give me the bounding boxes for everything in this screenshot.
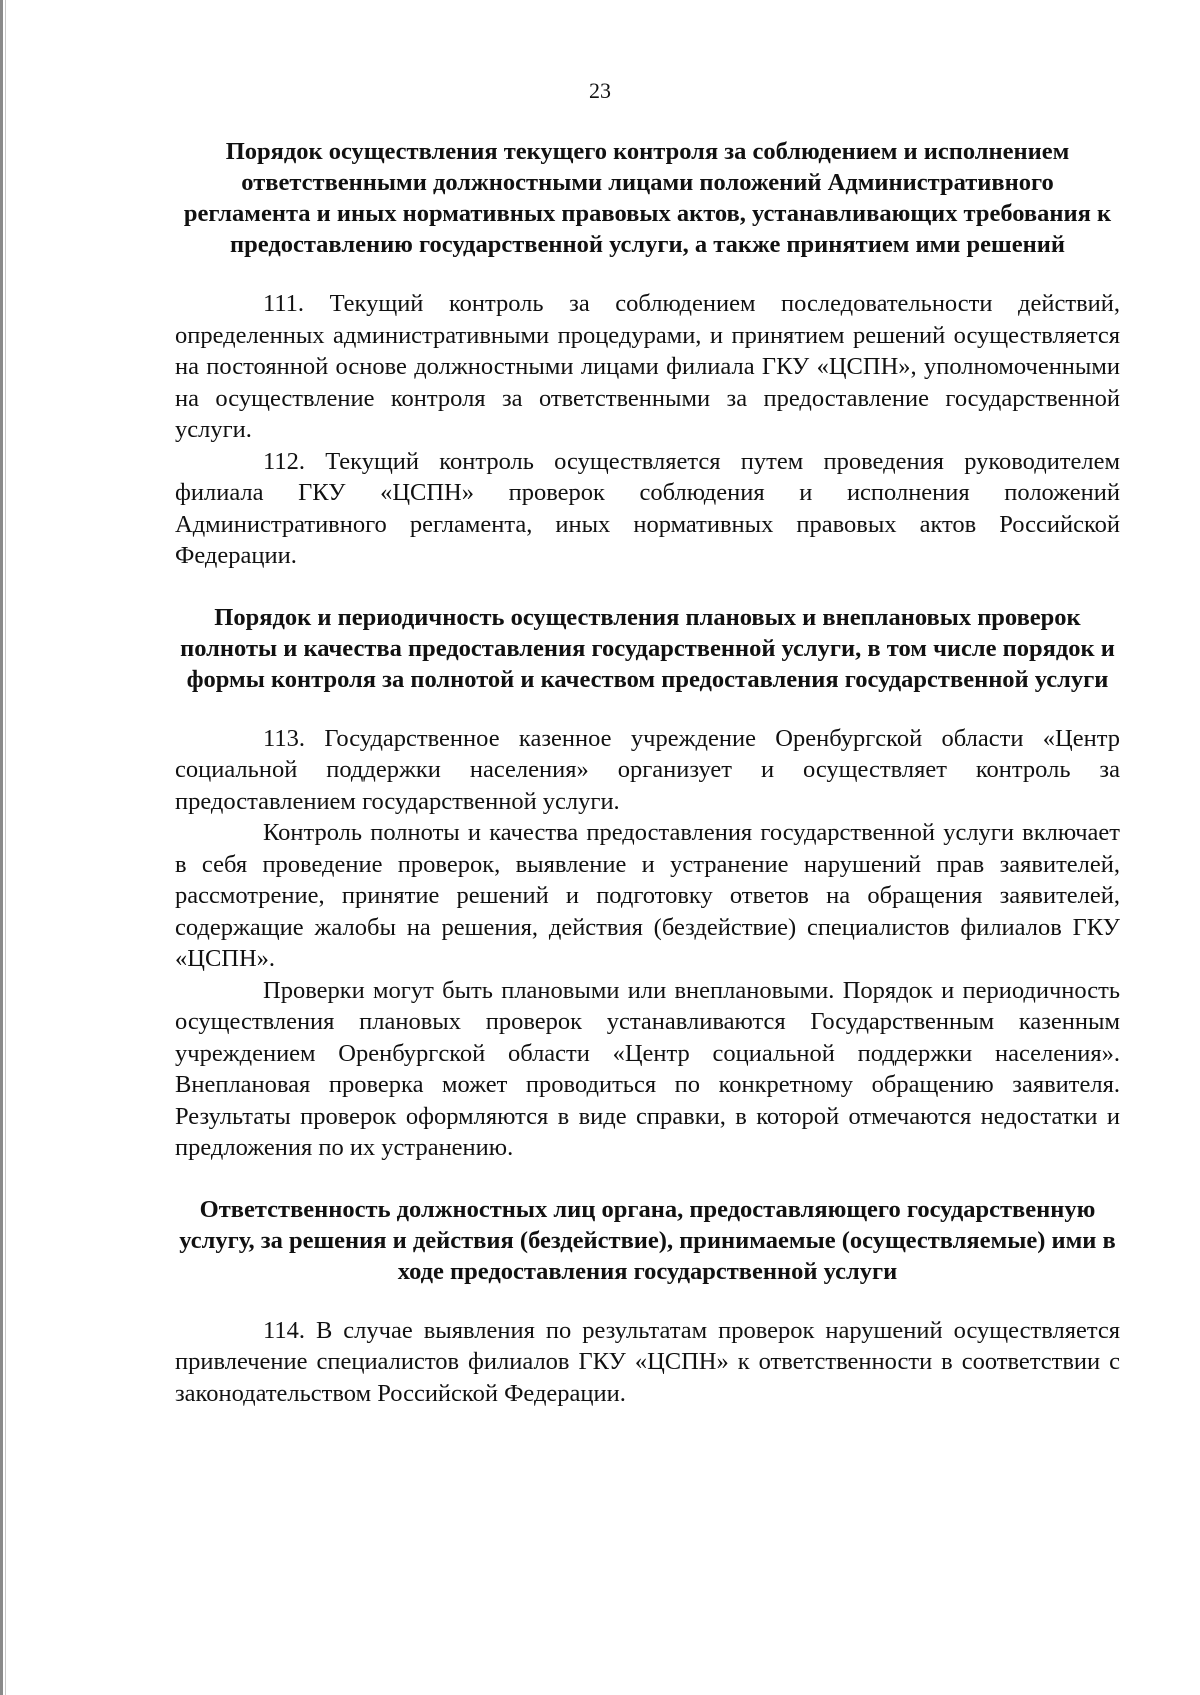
document-body xyxy=(175,136,1120,1409)
scan-page-edge-line xyxy=(5,0,6,1695)
paragraph-113: 113. Государственное казенное учреждение Оренбургской области «Центр социальной поддержки населения» организует и осуществляет контроль за предоставлением государственной услуги. xyxy=(175,724,1120,815)
page-number: 23 xyxy=(589,78,611,103)
paragraph-112: 112. Текущий контроль осуществляется путем проведения руководителем филиала ГКУ «ЦСПН» проверок соблюдения и исполнения положений Административного регламента, иных нормативных правовых актов Российской Федерации. xyxy=(175,447,1120,569)
paragraph-control-scope: Контроль полноты и качества предоставления государственной услуги включает в себя проведение проверок, выявление и устранение нарушений прав заявителей, рассмотрение, принятие решений и подготовку ответов на обращения заявителей, содержащие жалобы на решения, действия (бездействие) специалистов филиалов ГКУ «ЦСПН». xyxy=(175,819,1120,972)
spacer xyxy=(175,1287,1120,1315)
spacer xyxy=(175,572,1120,602)
section-title-responsibility: Ответственность должностных лиц органа, предоставляющего государственную услугу, за решения и действия (бездействие), принимаемые (осуществляемые) ими в ходе предоставления государственной услуги xyxy=(179,1195,1116,1285)
section-title-inspections: Порядок и периодичность осуществления плановых и внеплановых проверок полноты и качества предоставления государственной услуги, в том числе порядок и формы контроля за полнотой и качеством предоставления государственной услуги xyxy=(180,603,1115,693)
paragraph-111: 111. Текущий контроль за соблюдением последовательности действий, определенных административными процедурами, и принятием решений осуществляется на постоянной основе должностными лицами филиала ГКУ «ЦСПН», уполномоченными на осуществление контроля за ответственными за предоставление государственной услуги. xyxy=(175,290,1120,443)
scan-page-edge xyxy=(0,0,3,1695)
spacer xyxy=(175,695,1120,723)
spacer xyxy=(175,1164,1120,1194)
paragraph-114: 114. В случае выявления по результатам проверок нарушений осуществляется привлечение специалистов филиалов ГКУ «ЦСПН» к ответственности в соответствии с законодательством Российской Федерации. xyxy=(175,1316,1120,1407)
paragraph-inspection-types: Проверки могут быть плановыми или внеплановыми. Порядок и периодичность осуществления плановых проверок устанавливаются Государственным казенным учреждением Оренбургской области «Центр социальной поддержки населения». Внеплановая проверка может проводиться по конкретному обращению заявителя. Результаты проверок оформляются в виде справки, в которой отмечаются недостатки и предложения по их устранению. xyxy=(175,976,1120,1161)
spacer xyxy=(175,260,1120,288)
section-title-current-control: Порядок осуществления текущего контроля за соблюдением и исполнением ответственными должностными лицами положений Административного регламента и иных нормативных правовых актов, устанавливающих требования к предоставлению государственной услуги, а также принятием ими решений xyxy=(183,138,1112,258)
